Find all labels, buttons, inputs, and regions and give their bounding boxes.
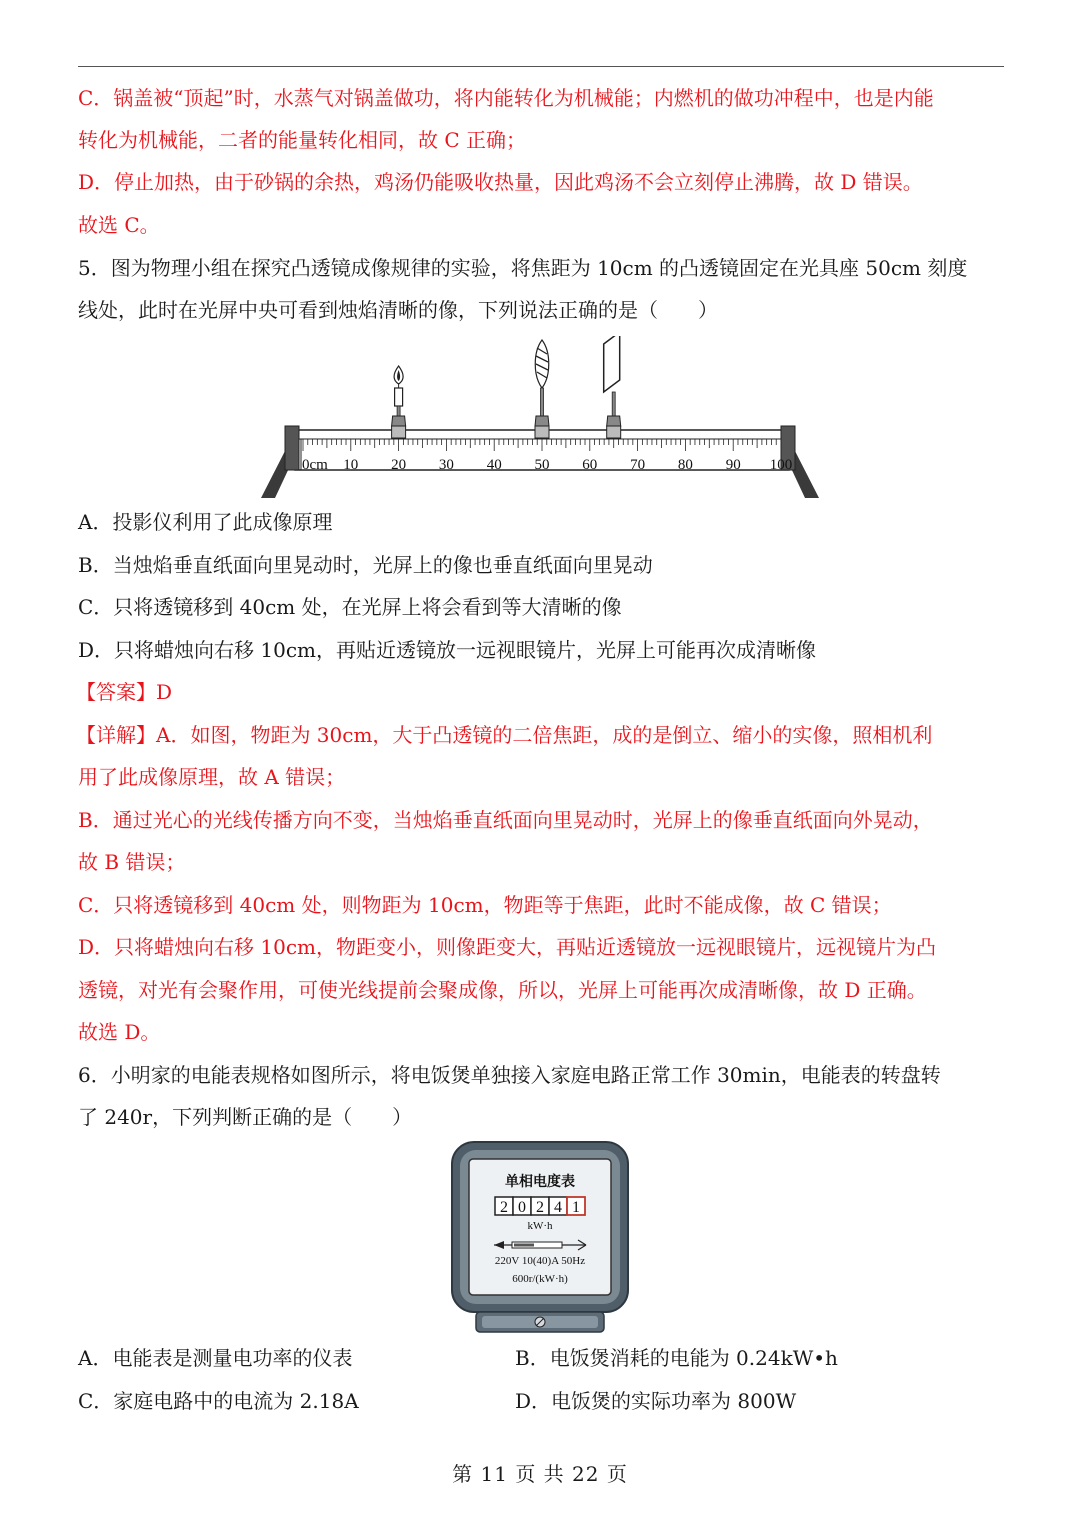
q6-option-b: B．电饭煲消耗的电能为 0.24kW•h bbox=[515, 1346, 838, 1370]
q5-option-b: B．当烛焰垂直纸面向里晃动时，光屏上的像也垂直纸面向里晃动 bbox=[78, 553, 653, 577]
scale-label: 80 bbox=[677, 457, 693, 473]
q5-detail-line: 【详解】A．如图，物距为 30cm，大于凸透镜的二倍焦距，成的是倒立、缩小的实像，照相机利 bbox=[76, 723, 933, 747]
candle bbox=[392, 366, 406, 438]
optical-bench-figure bbox=[255, 336, 825, 504]
screen-panel bbox=[604, 336, 620, 392]
meter-spec-rating: 220V 10(40)A 50Hz bbox=[494, 1255, 586, 1267]
q6-option-c: C．家庭电路中的电流为 2.18A bbox=[78, 1389, 359, 1413]
q5-stem-line: 线处，此时在光屏中央可看到烛焰清晰的像，下列说法正确的是（ ） bbox=[78, 298, 718, 322]
q6-option-a: A．电能表是测量电功率的仪表 bbox=[78, 1346, 353, 1370]
meter-title: 单相电度表 bbox=[505, 1175, 575, 1190]
scale-label: 40 bbox=[486, 457, 502, 473]
q6-option-d: D．电饭煲的实际功率为 800W bbox=[515, 1389, 797, 1413]
candle-base bbox=[392, 416, 406, 426]
prev-detail-line: C．锅盖被“顶起”时，水蒸气对锅盖做功，将内能转化为机械能；内燃机的做功冲程中，也是内能 bbox=[78, 86, 934, 110]
scale-label: 60 bbox=[582, 457, 598, 473]
meter-spec-constant: 600r/(kW·h) bbox=[512, 1273, 568, 1285]
bench-end-left bbox=[285, 426, 299, 470]
prev-conclusion: 故选 C。 bbox=[78, 213, 160, 237]
convex-lens bbox=[535, 340, 549, 438]
q5-detail-line: 故 B 错误； bbox=[78, 850, 186, 874]
meter-digit-decimal: 1 bbox=[572, 1199, 580, 1216]
q5-detail-line: B．通过光心的光线传播方向不变，当烛焰垂直纸面向里晃动时，光屏上的像垂直纸面向外晃动， bbox=[78, 808, 933, 832]
q5-detail-line: 透镜，对光有会聚作用，可使光线提前会聚成像，所以，光屏上可能再次成清晰像，故 D 正确。 bbox=[78, 978, 927, 1002]
q5-conclusion: 故选 D。 bbox=[78, 1020, 161, 1044]
header-rule bbox=[78, 66, 1004, 67]
scale-label: 70 bbox=[630, 457, 646, 473]
q5-answer: 【答案】D bbox=[76, 680, 173, 704]
q5-detail-line: C．只将透镜移到 40cm 处，则物距为 10cm，物距等于焦距，此时不能成像，故 C 错误； bbox=[78, 893, 892, 917]
q6-stem-line: 了 240r，下列判断正确的是（ ） bbox=[78, 1105, 413, 1129]
meter-digit: 4 bbox=[554, 1199, 562, 1216]
scale-label: 30 bbox=[438, 457, 454, 473]
meter-digit: 2 bbox=[536, 1199, 544, 1216]
scale-label: 100 bbox=[769, 457, 793, 473]
energy-meter-figure bbox=[450, 1140, 630, 1336]
scale-label: 10 bbox=[343, 457, 359, 473]
q5-stem-line: 5．图为物理小组在探究凸透镜成像规律的实验，将焦距为 10cm 的凸透镜固定在光具座 50cm 刻度 bbox=[78, 256, 968, 280]
meter-unit: kW·h bbox=[527, 1220, 553, 1232]
q5-detail-line: D．只将蜡烛向右移 10cm，物距变小，则像距变大，再贴近透镜放一远视眼镜片，远视镜片为凸 bbox=[78, 935, 937, 959]
meter-counter bbox=[495, 1197, 585, 1216]
candle-body bbox=[395, 388, 403, 406]
page-footer: 第 11 页 共 22 页 bbox=[452, 1462, 628, 1486]
scale-label: 20 bbox=[391, 457, 407, 473]
scale-label: 90 bbox=[725, 457, 741, 473]
q5-option-c: C．只将透镜移到 40cm 处，在光屏上将会看到等大清晰的像 bbox=[78, 595, 622, 619]
prev-detail-line: D．停止加热，由于砂锅的余热，鸡汤仍能吸收热量，因此鸡汤不会立刻停止沸腾，故 D 错误。 bbox=[78, 170, 923, 194]
q5-option-d: D．只将蜡烛向右移 10cm，再贴近透镜放一远视眼镜片，光屏上可能再次成清晰像 bbox=[78, 638, 817, 662]
meter-digit: 2 bbox=[500, 1199, 508, 1216]
scale-label: 50 bbox=[534, 457, 550, 473]
light-screen bbox=[604, 336, 621, 438]
meter-digit: 0 bbox=[518, 1199, 526, 1216]
prev-detail-line: 转化为机械能，二者的能量转化相同，故 C 正确； bbox=[78, 128, 527, 152]
scale-label: 0cm bbox=[302, 457, 328, 473]
q5-detail-line: 用了此成像原理，故 A 错误； bbox=[78, 765, 346, 789]
q5-option-a: A．投影仪利用了此成像原理 bbox=[78, 510, 333, 534]
q6-stem-line: 6．小明家的电能表规格如图所示，将电饭煲单独接入家庭电路正常工作 30min，电能表的转盘转 bbox=[78, 1063, 941, 1087]
